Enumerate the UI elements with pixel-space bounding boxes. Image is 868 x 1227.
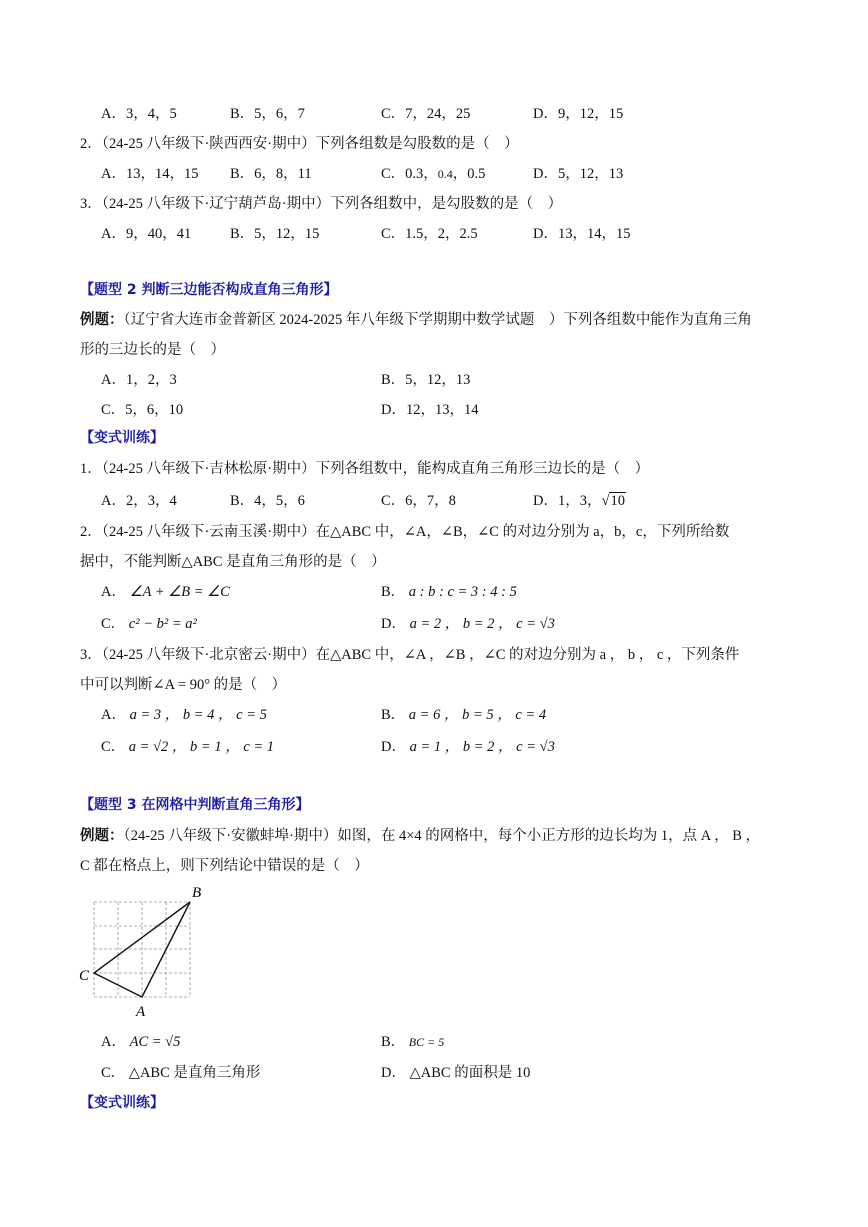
t2-q2-option-c-expr: c² − b² = a² <box>128 616 197 632</box>
t2-q3-option-a-expr: a = 3 ， b = 4 ， c = 5 <box>129 707 267 723</box>
t3-option-d-expr: △ABC 的面积是 10 <box>409 1065 531 1081</box>
option-d: D．9，12，15 <box>533 106 624 122</box>
t2-q3-stem-line2: 中可以判断∠A = 90° 的是（ ） <box>80 677 287 693</box>
t2-q2-option-a <box>101 582 230 602</box>
t2-q3-option-b <box>381 705 546 725</box>
example-text: （辽宁省大连市金普新区 2024-2025 年八年级下学期期中数学试题 ）下列各组数中能作为直角三角 <box>123 312 752 328</box>
q2-option-c-small: 0.4 <box>437 167 453 181</box>
t2-q3-option-c-label: C． <box>101 739 126 755</box>
t2-q2-option-d-label: D． <box>381 616 406 632</box>
type2-example-line2: 形的三边长的是（ ） <box>80 342 225 358</box>
t2-q3-stem: 3．（24-25 八年级下·北京密云·期中）在△ABC 中，∠A ，∠B ，∠C 的对边分别为 a ， b ， c ，下列条件 <box>80 647 740 663</box>
q2-option-c-part1: C．0.3， <box>381 166 438 182</box>
section-heading-type3: 【题型 3 在网格中判断直角三角形】 <box>80 797 310 813</box>
t2-q1-option-d-text: D．1，3， <box>533 493 602 509</box>
t2-q2-option-b-expr: a : b : c = 3 : 4 : 5 <box>408 584 517 600</box>
t3-option-b <box>381 1032 444 1052</box>
t2-q3-option-a <box>101 705 267 725</box>
t2-q2-option-c-label: C． <box>101 616 126 632</box>
q3-option-c: C．1.5，2，2.5 <box>381 226 478 242</box>
question-3-stem: 3．（24-25 八年级下·辽宁葫芦岛·期中）下列各组数中，是勾股数的是（ ） <box>80 196 563 212</box>
q2-option-b: B．6，8，11 <box>230 166 312 182</box>
t2-q3-option-b-label: B． <box>381 707 406 723</box>
t2-q3-option-c-expr: a = √2 ， b = 1 ， c = 1 <box>128 739 275 755</box>
t2-q1-option-b: B．4，5，6 <box>230 493 305 509</box>
option-a: A．3，4，5 <box>101 106 177 122</box>
q3-option-d: D．13，14，15 <box>533 226 631 242</box>
t2-q2-stem: 2．（24-25 八年级下·云南玉溪·期中）在△ABC 中，∠A，∠B，∠C 的对边分别为 a，b，c，下列所给数 <box>80 524 730 540</box>
t2-q1-stem: 1．（24-25 八年级下·吉林松原·期中）下列各组数中，能构成直角三角形三边长的是（ ） <box>80 461 650 477</box>
t2-q2-option-d-expr: a = 2 ， b = 2 ， c = √3 <box>409 616 555 632</box>
sqrt-value: 10 <box>610 493 625 509</box>
type2-option-a: A．1，2，3 <box>101 372 177 388</box>
t2-q3-option-d-expr: a = 1 ， b = 2 ， c = √3 <box>409 739 555 755</box>
type2-option-d: D．12，13，14 <box>381 402 479 418</box>
t3-option-d-label: D． <box>381 1065 406 1081</box>
t3-option-c-expr: △ABC 是直角三角形 <box>128 1065 261 1081</box>
q2-option-a: A．13，14，15 <box>101 166 199 182</box>
t2-q2-stem-line2: 据中，不能判断△ABC 是直角三角形的是（ ） <box>80 554 386 570</box>
section-heading-type2: 【题型 2 判断三边能否构成直角三角形】 <box>80 282 338 298</box>
t2-q2-option-a-label: A． <box>101 584 126 600</box>
t2-q1-option-c: C．6，7，8 <box>381 493 456 509</box>
question-2-stem: 2．（24-25 八年级下·陕西西安·期中）下列各组数是勾股数的是（ ） <box>80 136 519 152</box>
type2-option-b: B．5，12，13 <box>381 372 471 388</box>
example-text: （24-25 八年级下·安徽蚌埠·期中）如图，在 4×4 的网格中，每个小正方形的边长均为 1，点 A ， B ， <box>123 828 761 844</box>
grid-triangle-figure <box>76 882 216 1022</box>
t2-q1-option-a: A．2，3，4 <box>101 493 177 509</box>
q2-option-c-part2: ，0.5 <box>452 166 486 182</box>
t2-q1-option-d <box>533 491 626 511</box>
q3-option-b: B．5，12，15 <box>230 226 320 242</box>
t3-option-a <box>101 1032 180 1052</box>
t3-option-d <box>381 1063 530 1083</box>
training-heading-type3: 【变式训练】 <box>80 1095 164 1111</box>
sqrt-symbol: √ <box>601 493 610 509</box>
t3-option-c-label: C． <box>101 1065 126 1081</box>
t2-q2-option-d <box>381 614 555 634</box>
t2-q3-option-a-label: A． <box>101 707 126 723</box>
t2-q2-option-b-label: B． <box>381 584 406 600</box>
q2-option-d: D．5，12，13 <box>533 166 624 182</box>
type2-example <box>80 310 752 330</box>
t2-q3-option-b-expr: a = 6 ， b = 5 ， c = 4 <box>408 707 547 723</box>
t3-option-c <box>101 1063 260 1083</box>
t2-q2-option-a-expr: ∠A + ∠B = ∠C <box>129 584 230 600</box>
t2-q3-option-d-label: D． <box>381 739 406 755</box>
example-label: 例题： <box>80 828 124 844</box>
training-heading-type2: 【变式训练】 <box>80 430 164 446</box>
t3-option-a-expr: AC = √5 <box>129 1034 181 1050</box>
t3-option-b-label: B． <box>381 1034 406 1050</box>
label-c: C <box>79 968 90 984</box>
option-b: B．5，6，7 <box>230 106 305 122</box>
q2-option-c <box>381 164 485 184</box>
type3-example-line2: C 都在格点上，则下列结论中错误的是（ ） <box>80 858 369 874</box>
type2-option-c: C．5，6，10 <box>101 402 184 418</box>
t2-q3-option-d <box>381 737 555 757</box>
t2-q2-option-b <box>381 582 517 602</box>
label-b: B <box>192 885 202 901</box>
q3-option-a: A．9，40，41 <box>101 226 192 242</box>
t3-option-b-expr: BC = 5 <box>408 1035 445 1049</box>
t2-q2-option-c <box>101 614 197 634</box>
t2-q3-option-c <box>101 737 274 757</box>
label-a: A <box>136 1004 146 1020</box>
option-c: C．7，24，25 <box>381 106 471 122</box>
example-label: 例题： <box>80 312 124 328</box>
t3-option-a-label: A． <box>101 1034 126 1050</box>
type3-example <box>80 826 760 846</box>
